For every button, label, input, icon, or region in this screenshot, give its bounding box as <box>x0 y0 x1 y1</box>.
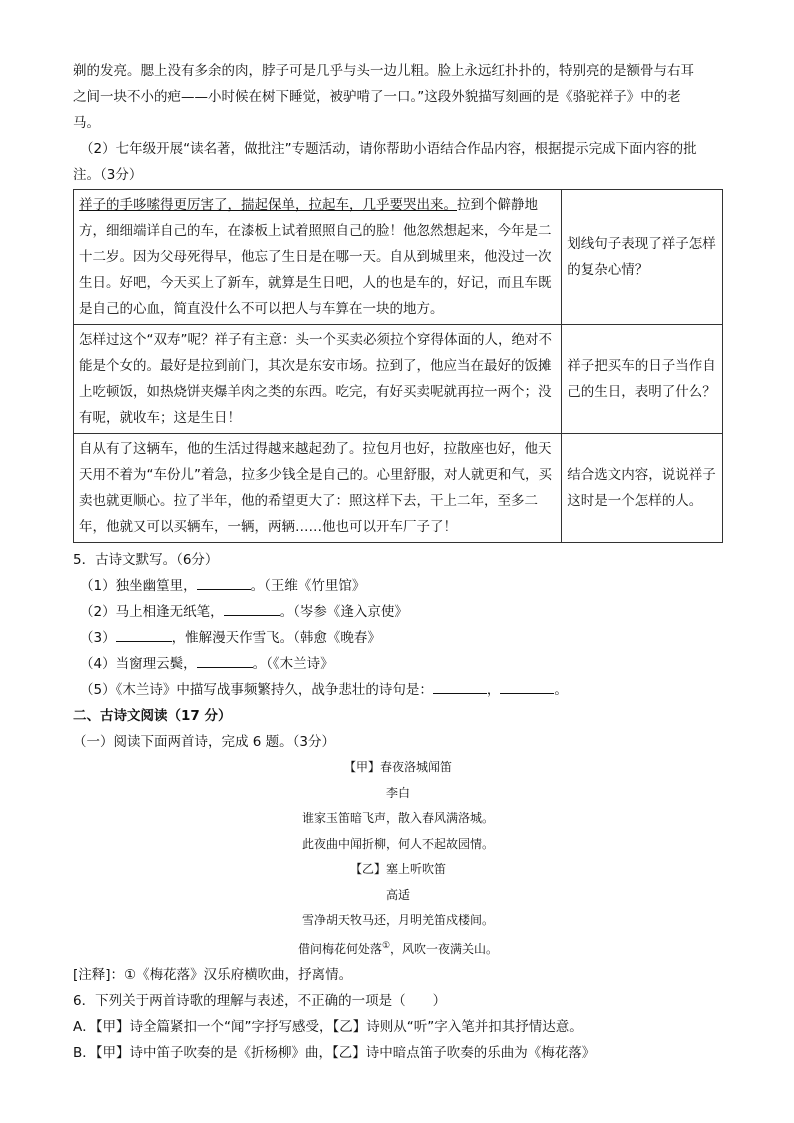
poem-b-author: 高适 <box>385 887 410 902</box>
answer-blank[interactable] <box>116 627 172 642</box>
prompt-cell: 划线句子表现了祥子怎样的复杂心情？ <box>562 190 723 325</box>
item-prefix: （2）马上相逢无纸笔， <box>80 604 224 620</box>
poem-b-line <box>73 934 723 963</box>
question-6-option-b: B．【甲】诗中笛子吹奏的是《折杨柳》曲，【乙】诗中暗点笛子吹奏的乐曲为《梅花落》 <box>73 1045 596 1061</box>
table-row <box>74 190 723 325</box>
item-prefix: （4）当窗理云鬓， <box>80 656 197 672</box>
table-row <box>74 325 723 434</box>
answer-blank[interactable] <box>197 575 251 590</box>
underlined-sentence: 祥子的手哆嗦得更厉害了，揣起保单，拉起车，几乎要哭出来。 <box>79 197 457 213</box>
intro-line-3: 马。 <box>73 115 100 131</box>
item-source: 。（《木兰诗》 <box>252 656 334 672</box>
passage-cell <box>74 190 562 325</box>
poem-a-author: 李白 <box>385 785 410 800</box>
question-5-item <box>73 651 723 677</box>
separator: ， <box>486 682 501 698</box>
question-5-item <box>73 573 723 599</box>
section-2-subtitle: （一）阅读下面两首诗，完成 6 题。（3分） <box>73 734 336 750</box>
passage-text: 拉到个僻静地方，细细端详自己的车，在漆板上试着照照自己的脸！他忽然想起来，今年是二十二岁。因为父母死得早，他忘了生日是在哪一天。自从到城里来，他没过一次生日。好吧，今天买上了新车，就算是生日吧，人的也是车的，好记，而且车既是自己的心血，简直没什么不可以把人与车算在一块的地方。 <box>79 197 552 317</box>
question-6-option-a: A．【甲】诗全篇紧扣一个“闻”字抒写感受，【乙】诗则从“听”字入笔并扣其抒情达意。 <box>73 1019 583 1035</box>
item-prefix: （5）《木兰诗》中描写战事频繁持久，战争悲壮的诗句是： <box>80 682 433 698</box>
passage-cell: 怎样过这个“双寿”呢？祥子有主意：头一个买卖必须拉个穿得体面的人，绝对不能是个女的。最好是拉到前门，其次是东安市场。拉到了，他应当在最好的饭摊上吃顿饭，如热烧饼夹爆羊肉之类的东西。吃完，有好买卖呢就再拉一两个；没有呢，就收车；这是生日！ <box>74 325 562 434</box>
poem-a-line: 谁家玉笛暗飞声，散入春风满洛城。 <box>301 811 494 825</box>
poem-text: ，风吹一夜满关山。 <box>390 941 499 956</box>
intro-line-1: 剃的发亮。腮上没有多余的肉，脖子可是几乎与头一边儿粗。脸上永远红扑扑的，特别亮的是额骨与右耳 <box>73 63 694 79</box>
item-source: 。（王维《竹里馆》 <box>250 578 366 594</box>
intro-line-2: 之间一块不小的疤——小时候在树下睡觉，被驴啃了一口。”这段外貌描写刻画的是《骆驼祥子》中的老 <box>73 89 681 105</box>
item-end: 。 <box>554 682 568 698</box>
poem-a-title: 【甲】春夜洛城闻笛 <box>343 760 452 774</box>
poem-b-line: 雪净胡天牧马还，月明羌笛戍楼间。 <box>301 913 494 927</box>
question-5-item <box>73 599 723 625</box>
document-page <box>73 58 723 1066</box>
poem-b <box>73 857 723 962</box>
answer-blank[interactable] <box>224 601 280 616</box>
question-5-item <box>73 625 723 651</box>
poem-a-line: 此夜曲中闻折柳，何人不起故园情。 <box>301 836 494 851</box>
poem-text: 借问梅花何处落 <box>297 941 382 956</box>
item-prefix: （3） <box>80 630 116 646</box>
item-source: 。（岑参《逢入京使》 <box>279 604 408 620</box>
question-2-line-1: （2）七年级开展“读名著，做批注”专题活动，请你帮助小语结合作品内容，根据提示完成下面内容的批 <box>80 141 697 157</box>
question-5-title: 5．古诗文默写。（6分） <box>73 552 219 568</box>
section-2-title: 二、古诗文阅读（17 分） <box>73 708 232 724</box>
item-prefix: （1）独坐幽篁里， <box>80 578 197 594</box>
annotation-table <box>73 189 723 543</box>
prompt-cell: 祥子把买车的日子当作自己的生日，表明了什么？ <box>562 325 723 434</box>
passage-cell: 自从有了这辆车，他的生活过得越来越起劲了。拉包月也好，拉散座也好，他天天用不着为“车份儿”着急，拉多少钱全是自己的。心里舒服，对人就更和气，买卖也就更顺心。拉了半年，他的希望更大了：照这样下去，干上二年，至多二年，他就又可以买辆车，一辆，两辆……他也可以开车厂子了！ <box>74 434 562 543</box>
question-5-item <box>73 677 723 703</box>
answer-blank[interactable] <box>500 679 554 694</box>
prompt-cell: 结合选文内容，说说祥子这时是一个怎样的人。 <box>562 434 723 543</box>
answer-blank[interactable] <box>433 679 487 694</box>
answer-blank[interactable] <box>197 653 253 668</box>
item-source: ，惟解漫天作雪飞。（韩愈《晚春》 <box>171 630 381 646</box>
footnote-marker: ① <box>381 940 391 951</box>
question-2-line-2: 注。（3分） <box>73 167 143 183</box>
poem-a <box>73 755 723 857</box>
question-6-stem: 6．下列关于两首诗歌的理解与表述，不正确的一项是（ ） <box>73 993 447 1009</box>
annotation-note: [注释]：①《梅花落》汉乐府横吹曲，抒离情。 <box>73 967 353 983</box>
poem-b-title: 【乙】塞上听吹笛 <box>349 862 446 876</box>
table-row <box>74 434 723 543</box>
